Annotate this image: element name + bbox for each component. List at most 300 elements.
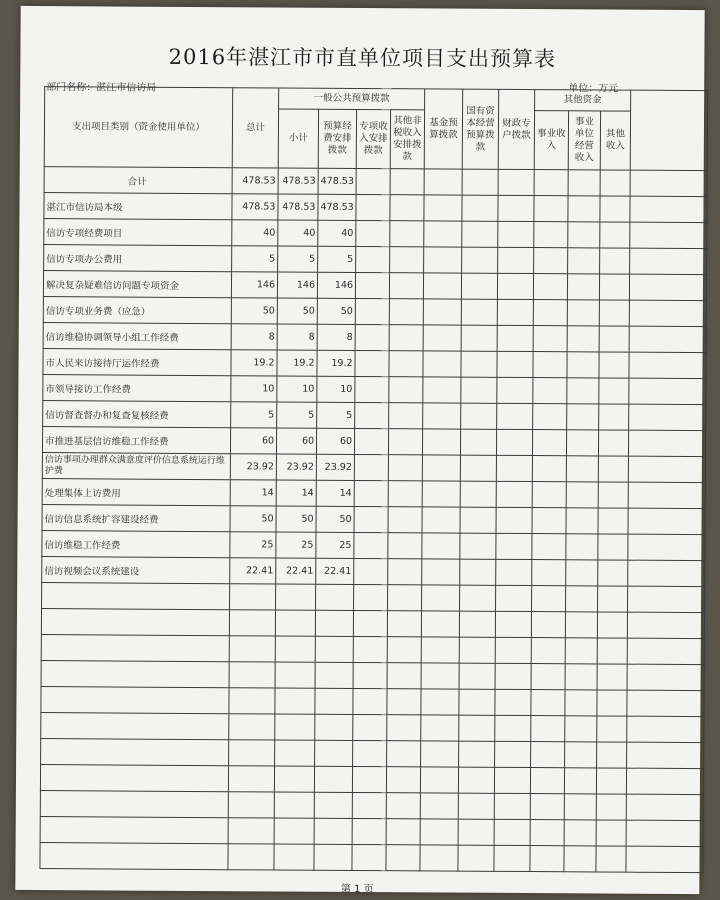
- table-cell: [390, 195, 424, 221]
- table-cell: [387, 689, 421, 715]
- table-cell: [629, 352, 706, 378]
- row-subtotal: 23.92: [276, 454, 316, 480]
- table-row: [42, 479, 705, 509]
- table-cell: [568, 248, 600, 274]
- table-cell: [533, 404, 567, 430]
- table-cell: [629, 404, 706, 430]
- table-cell: [388, 533, 422, 559]
- table-cell: [352, 844, 386, 870]
- table-cell: [567, 300, 599, 326]
- row-total: 40: [232, 220, 278, 246]
- row-subtotal: 50: [277, 298, 317, 324]
- row-subtotal: 5: [278, 246, 318, 272]
- table-cell: [628, 586, 705, 612]
- table-cell: [229, 688, 275, 714]
- row-total: 25: [230, 532, 276, 558]
- table-cell: [315, 662, 353, 688]
- table-cell: [626, 794, 703, 820]
- row-total: 478.53: [232, 168, 278, 194]
- table-row: [41, 635, 704, 665]
- table-cell: [628, 456, 705, 482]
- table-cell: [568, 222, 600, 248]
- row-name: 信访督查督办和复查复核经费: [43, 401, 231, 428]
- table-cell: [422, 481, 460, 507]
- table-cell: [387, 715, 421, 741]
- table-cell: [388, 585, 422, 611]
- table-cell: [423, 377, 461, 403]
- table-cell: [531, 690, 565, 716]
- table-cell: [424, 169, 462, 195]
- table-cell: [315, 740, 353, 766]
- table-cell: [389, 403, 423, 429]
- table-cell: [629, 300, 706, 326]
- table-cell: [355, 376, 389, 402]
- table-cell: [229, 610, 275, 636]
- row-budget-arranged: 5: [317, 402, 355, 428]
- table-cell: [565, 716, 597, 742]
- table-cell: [387, 663, 421, 689]
- table-cell: [229, 740, 275, 766]
- table-cell: [531, 742, 565, 768]
- table-row: [41, 661, 704, 691]
- row-name: 湛江市信访局本级: [44, 193, 232, 220]
- table-cell: [423, 325, 461, 351]
- table-cell: [494, 793, 530, 819]
- row-budget-arranged: 50: [317, 298, 355, 324]
- table-cell: [354, 532, 388, 558]
- table-cell: [387, 611, 421, 637]
- table-cell: [599, 404, 629, 430]
- table-cell: [533, 300, 567, 326]
- table-cell: [390, 169, 424, 195]
- table-cell: [628, 534, 705, 560]
- table-row: [42, 583, 705, 613]
- table-cell: [386, 845, 420, 871]
- table-cell: [596, 820, 626, 846]
- table-cell: [532, 430, 566, 456]
- table-cell: [228, 844, 274, 870]
- table-cell: [494, 767, 530, 793]
- table-cell: [567, 404, 599, 430]
- table-cell: [460, 481, 496, 507]
- table-cell: [567, 352, 599, 378]
- table-cell: [389, 273, 423, 299]
- table-cell: [459, 611, 495, 637]
- table-cell: [495, 611, 531, 637]
- table-cell: [424, 221, 462, 247]
- table-cell: [629, 326, 706, 352]
- table-cell: [628, 508, 705, 534]
- row-budget-arranged: 25: [316, 532, 354, 558]
- row-total: 5: [231, 402, 277, 428]
- table-row: [40, 765, 703, 795]
- header-other-income: 其他收入: [600, 111, 630, 170]
- table-cell: [230, 584, 276, 610]
- table-cell: [390, 221, 424, 247]
- table-cell: [315, 636, 353, 662]
- row-subtotal: 40: [278, 220, 318, 246]
- table-cell: [626, 846, 703, 872]
- row-budget-arranged: 8: [317, 324, 355, 350]
- department-name: 部门名称：湛江市信访局: [46, 82, 157, 94]
- table-cell: [598, 430, 628, 456]
- table-cell: [460, 455, 496, 481]
- header-category: 支出项目类别（资金使用单位）: [44, 87, 232, 168]
- table-cell: [275, 740, 315, 766]
- table-cell: [462, 221, 498, 247]
- row-budget-arranged: 146: [317, 272, 355, 298]
- row-name: 信访专项经费项目: [44, 219, 232, 246]
- table-cell: [497, 325, 533, 351]
- table-cell: [630, 196, 707, 222]
- row-total: 478.53: [232, 194, 278, 220]
- row-subtotal: 8: [277, 324, 317, 350]
- row-subtotal: 22.41: [276, 558, 316, 584]
- table-cell: [494, 845, 530, 871]
- table-cell: [388, 481, 422, 507]
- table-cell: [496, 559, 532, 585]
- table-row: [41, 687, 704, 717]
- table-cell: [422, 507, 460, 533]
- table-row: [40, 843, 703, 873]
- table-cell: [421, 663, 459, 689]
- table-cell: [388, 507, 422, 533]
- table-cell: [630, 248, 707, 274]
- table-cell: [421, 741, 459, 767]
- table-cell: [629, 274, 706, 300]
- table-cell: [352, 766, 386, 792]
- table-cell: [461, 325, 497, 351]
- table-cell: [598, 482, 628, 508]
- row-total: 50: [231, 298, 277, 324]
- header-total: 总计: [232, 88, 278, 168]
- table-row: [42, 557, 705, 587]
- table-cell: [566, 534, 598, 560]
- table-cell: [423, 351, 461, 377]
- table-cell: [568, 196, 600, 222]
- row-total: 5: [232, 246, 278, 272]
- row-name: 信访信息系统扩容建设经费: [42, 505, 230, 532]
- table-cell: [40, 817, 228, 844]
- header-other-funds: 其他资金: [535, 90, 631, 112]
- table-cell: [599, 378, 629, 404]
- header-other-nontax: 其他非税收入安排拨款: [390, 110, 424, 169]
- table-cell: [41, 713, 229, 740]
- table-cell: [626, 768, 703, 794]
- row-name: 市推进基层信访维稳工作经费: [42, 427, 230, 454]
- table-cell: [495, 663, 531, 689]
- table-cell: [461, 299, 497, 325]
- table-cell: [630, 170, 707, 196]
- table-cell: [628, 560, 705, 586]
- table-cell: [600, 196, 630, 222]
- table-cell: [498, 169, 534, 195]
- table-cell: [421, 689, 459, 715]
- table-cell: [495, 715, 531, 741]
- row-budget-arranged: 478.53: [318, 194, 356, 220]
- table-cell: [496, 585, 532, 611]
- table-cell: [497, 377, 533, 403]
- table-cell: [459, 637, 495, 663]
- row-total: 14: [230, 480, 276, 506]
- table-cell: [462, 195, 498, 221]
- table-cell: [274, 818, 314, 844]
- header-budget-arranged: 预算经费安排拨款: [318, 109, 356, 168]
- table-cell: [41, 687, 229, 714]
- table-row: [42, 427, 705, 457]
- table-cell: [597, 638, 627, 664]
- table-cell: [355, 402, 389, 428]
- table-cell: [460, 429, 496, 455]
- table-cell: [461, 351, 497, 377]
- table-cell: [598, 456, 628, 482]
- table-cell: [629, 378, 706, 404]
- header-special-income: 专项收入安排拨款: [356, 109, 390, 168]
- table-cell: [566, 508, 598, 534]
- table-cell: [598, 534, 628, 560]
- table-cell: [532, 456, 566, 482]
- table-cell: [274, 844, 314, 870]
- table-row: [43, 323, 706, 353]
- row-total: 22.41: [230, 558, 276, 584]
- table-cell: [628, 482, 705, 508]
- table-cell: [460, 507, 496, 533]
- row-subtotal: 25: [276, 532, 316, 558]
- table-row: [42, 453, 705, 483]
- table-cell: [496, 481, 532, 507]
- row-name: 合计: [44, 167, 232, 194]
- table-cell: [532, 482, 566, 508]
- table-cell: [565, 690, 597, 716]
- table-cell: [459, 715, 495, 741]
- table-cell: [497, 403, 533, 429]
- table-cell: [354, 506, 388, 532]
- table-cell: [229, 662, 275, 688]
- table-cell: [599, 300, 629, 326]
- table-cell: [352, 792, 386, 818]
- header-subtotal: 小计: [278, 109, 318, 168]
- table-cell: [600, 222, 630, 248]
- table-cell: [494, 819, 530, 845]
- table-cell: [534, 196, 568, 222]
- table-cell: [498, 247, 534, 273]
- table-row: [40, 817, 703, 847]
- row-name: 信访维稳协调领导小组工作经费: [43, 323, 231, 350]
- table-cell: [420, 767, 458, 793]
- table-cell: [566, 456, 598, 482]
- table-cell: [534, 170, 568, 196]
- table-cell: [460, 533, 496, 559]
- row-subtotal: 478.53: [278, 194, 318, 220]
- table-cell: [630, 222, 707, 248]
- table-cell: [599, 352, 629, 378]
- table-cell: [353, 740, 387, 766]
- table-cell: [422, 455, 460, 481]
- row-name: 市人民来访接待厅运作经费: [43, 349, 231, 376]
- table-row: [40, 791, 703, 821]
- row-subtotal: 5: [277, 402, 317, 428]
- table-cell: [356, 168, 390, 194]
- table-cell: [315, 610, 353, 636]
- table-cell: [386, 793, 420, 819]
- table-cell: [315, 714, 353, 740]
- table-cell: [275, 636, 315, 662]
- table-cell: [275, 610, 315, 636]
- table-cell: [461, 377, 497, 403]
- row-total: 23.92: [230, 454, 276, 480]
- table-cell: [274, 766, 314, 792]
- row-budget-arranged: 14: [316, 480, 354, 506]
- table-cell: [40, 765, 228, 792]
- table-cell: [596, 846, 626, 872]
- table-cell: [229, 636, 275, 662]
- header-blank: [630, 90, 707, 170]
- table-cell: [421, 637, 459, 663]
- table-cell: [275, 688, 315, 714]
- table-cell: [461, 273, 497, 299]
- table-cell: [568, 170, 600, 196]
- row-budget-arranged: 10: [317, 376, 355, 402]
- row-name: 信访维稳工作经费: [42, 531, 230, 558]
- table-cell: [530, 820, 564, 846]
- table-cell: [41, 739, 229, 766]
- table-cell: [566, 430, 598, 456]
- table-cell: [354, 584, 388, 610]
- table-cell: [40, 843, 228, 870]
- row-subtotal: 60: [276, 428, 316, 454]
- table-cell: [356, 194, 390, 220]
- row-name: 信访专项办公费用: [44, 245, 232, 272]
- table-row: [42, 531, 705, 561]
- table-cell: [275, 714, 315, 740]
- table-cell: [354, 558, 388, 584]
- table-cell: [353, 688, 387, 714]
- table-cell: [459, 663, 495, 689]
- table-cell: [567, 274, 599, 300]
- table-cell: [564, 820, 596, 846]
- table-cell: [460, 559, 496, 585]
- table-cell: [495, 741, 531, 767]
- table-cell: [315, 688, 353, 714]
- table-cell: [353, 714, 387, 740]
- table-cell: [533, 378, 567, 404]
- row-total: 19.2: [231, 350, 277, 376]
- row-subtotal: 14: [276, 480, 316, 506]
- table-cell: [389, 351, 423, 377]
- row-name: 解决复杂疑难信访问题专项资金: [43, 271, 231, 298]
- header-general-budget: 一般公共预算拨款: [279, 88, 425, 110]
- table-cell: [462, 169, 498, 195]
- table-cell: [356, 220, 390, 246]
- table-cell: [627, 664, 704, 690]
- table-cell: [352, 818, 386, 844]
- table-row: [43, 401, 706, 431]
- table-cell: [532, 560, 566, 586]
- table-cell: [627, 716, 704, 742]
- table-cell: [597, 690, 627, 716]
- table-cell: [40, 791, 228, 818]
- table-cell: [597, 742, 627, 768]
- table-cell: [600, 248, 630, 274]
- table-row: [42, 505, 705, 535]
- table-cell: [567, 326, 599, 352]
- table-cell: [41, 635, 229, 662]
- table-cell: [531, 638, 565, 664]
- table-cell: [423, 403, 461, 429]
- table-cell: [355, 298, 389, 324]
- table-cell: [388, 455, 422, 481]
- table-cell: [495, 637, 531, 663]
- row-subtotal: 10: [277, 376, 317, 402]
- table-cell: [531, 716, 565, 742]
- table-cell: [355, 350, 389, 376]
- table-row: [41, 713, 704, 743]
- table-cell: [314, 818, 352, 844]
- table-cell: [274, 792, 314, 818]
- table-row: [43, 271, 706, 301]
- table-cell: [424, 195, 462, 221]
- table-cell: [533, 352, 567, 378]
- row-total: 50: [230, 506, 276, 532]
- table-cell: [565, 638, 597, 664]
- table-cell: [276, 584, 316, 610]
- table-cell: [459, 741, 495, 767]
- table-cell: [495, 689, 531, 715]
- table-cell: [497, 299, 533, 325]
- table-cell: [390, 247, 424, 273]
- table-cell: [531, 612, 565, 638]
- table-cell: [387, 741, 421, 767]
- table-cell: [599, 326, 629, 352]
- table-cell: [564, 846, 596, 872]
- row-budget-arranged: 19.2: [317, 350, 355, 376]
- page-title: 2016年湛江市市直单位项目支出预算表: [168, 44, 557, 72]
- row-subtotal: 19.2: [277, 350, 317, 376]
- table-cell: [498, 195, 534, 221]
- header-business-income: 事业收入: [534, 111, 568, 170]
- row-name: 处理集体上访费用: [42, 479, 230, 506]
- table-cell: [626, 820, 703, 846]
- row-budget-arranged: 22.41: [316, 558, 354, 584]
- table-cell: [316, 584, 354, 610]
- budget-table-body: [40, 167, 707, 873]
- table-cell: [530, 768, 564, 794]
- row-budget-arranged: 5: [318, 246, 356, 272]
- table-cell: [42, 583, 230, 610]
- table-cell: [354, 454, 388, 480]
- table-cell: [534, 222, 568, 248]
- table-cell: [314, 792, 352, 818]
- table-cell: [459, 689, 495, 715]
- row-subtotal: 50: [276, 506, 316, 532]
- table-cell: [532, 534, 566, 560]
- row-name: 市领导接访工作经费: [43, 375, 231, 402]
- table-cell: [353, 662, 387, 688]
- table-cell: [565, 664, 597, 690]
- table-cell: [597, 664, 627, 690]
- table-cell: [598, 508, 628, 534]
- table-cell: [566, 586, 598, 612]
- table-cell: [424, 247, 462, 273]
- table-cell: [598, 586, 628, 612]
- table-cell: [532, 508, 566, 534]
- table-row: [44, 219, 707, 249]
- table-cell: [530, 846, 564, 872]
- row-subtotal: 146: [277, 272, 317, 298]
- row-budget-arranged: 40: [318, 220, 356, 246]
- table-cell: [420, 819, 458, 845]
- table-cell: [530, 794, 564, 820]
